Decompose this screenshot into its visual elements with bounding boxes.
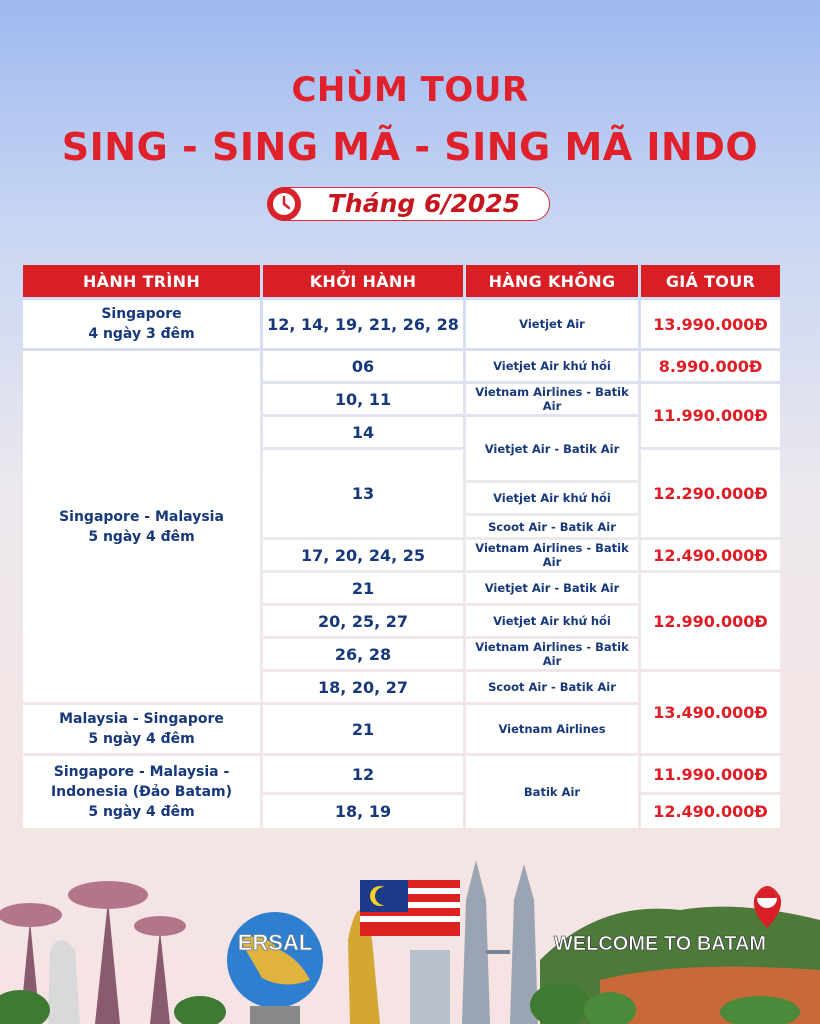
departure-cell: 10, 11: [263, 384, 463, 414]
title-line-1: CHÙM TOUR: [291, 70, 529, 110]
price-cell: 11.990.000Đ: [641, 384, 780, 447]
airline-cell: Scoot Air - Batik Air: [466, 516, 638, 537]
departure-cell: 21: [263, 573, 463, 603]
title-line-2: SING - SING MÃ - SING MÃ INDO: [61, 125, 759, 169]
airline-cell: Vietjet Air - Batik Air: [466, 417, 638, 480]
route-name: Singapore - Malaysia: [59, 508, 224, 525]
route-name: Malaysia - Singapore: [59, 711, 224, 727]
airline-cell: Scoot Air - Batik Air: [466, 672, 638, 702]
airline-cell: Vietnam Airlines - Batik Air: [466, 384, 638, 414]
price-cell: 13.490.000Đ: [641, 672, 780, 753]
airline-cell: Vietjet Air khứ hồi: [466, 351, 638, 381]
month-label: Tháng 6/2025: [327, 189, 521, 218]
airline-cell: Batik Air: [466, 756, 638, 828]
departure-cell: 20, 25, 27: [263, 606, 463, 636]
departure-cell: 12, 14, 19, 21, 26, 28: [263, 300, 463, 348]
route-cell: [23, 756, 260, 828]
route-cell: [23, 300, 260, 348]
route-name: Singapore - Malaysia -: [53, 764, 230, 780]
route-duration: 5 ngày 4 đêm: [88, 528, 195, 545]
departure-cell: 06: [263, 351, 463, 381]
batam-sign: WELCOME TO BATAM: [553, 933, 767, 955]
departure-cell: 21: [263, 705, 463, 753]
departure-cell: 13: [263, 450, 463, 537]
header-departure: KHỞI HÀNH: [263, 265, 463, 297]
airline-cell: Vietnam Airlines: [466, 705, 638, 753]
price-cell: 11.990.000Đ: [641, 756, 780, 792]
route-cell: [23, 351, 260, 702]
landmarks-illustration: [0, 840, 820, 1024]
route-duration: 5 ngày 4 đêm: [88, 804, 195, 820]
route-cell: [23, 705, 260, 753]
airline-cell: Vietjet Air: [466, 300, 638, 348]
universal-globe: [222, 912, 332, 1024]
route-name: Singapore: [101, 306, 182, 322]
price-cell: 8.990.000Đ: [641, 351, 780, 381]
price-cell: 12.990.000Đ: [641, 573, 780, 669]
airline-cell: Vietnam Airlines - Batik Air: [466, 639, 638, 669]
header-airline: HÀNG KHÔNG: [466, 265, 638, 297]
route-duration: 5 ngày 4 đêm: [88, 731, 195, 747]
airline-cell: Vietnam Airlines - Batik Air: [466, 540, 638, 570]
departure-cell: 17, 20, 24, 25: [263, 540, 463, 570]
price-cell: 12.490.000Đ: [641, 795, 780, 828]
departure-cell: 14: [263, 417, 463, 447]
merlion-statue: [48, 940, 80, 1024]
header-price: GIÁ TOUR: [641, 265, 780, 297]
departure-cell: 26, 28: [263, 639, 463, 669]
price-cell: 13.990.000Đ: [641, 300, 780, 348]
airline-cell: Vietjet Air - Batik Air: [466, 573, 638, 603]
universal-sign: ERSAL: [237, 930, 313, 955]
departure-cell: 18, 19: [263, 795, 463, 828]
price-cell: 12.290.000Đ: [641, 450, 780, 537]
airline-cell: Vietjet Air khứ hồi: [466, 483, 638, 513]
price-cell: 12.490.000Đ: [641, 540, 780, 570]
departure-cell: 18, 20, 27: [263, 672, 463, 702]
airline-cell: Vietjet Air khứ hồi: [466, 606, 638, 636]
departure-cell: 12: [263, 756, 463, 792]
header-route: HÀNH TRÌNH: [23, 265, 260, 297]
route-name-2: Indonesia (Đảo Batam): [50, 784, 233, 800]
route-duration: 4 ngày 3 đêm: [88, 326, 195, 342]
malaysia-flag: [360, 880, 460, 936]
